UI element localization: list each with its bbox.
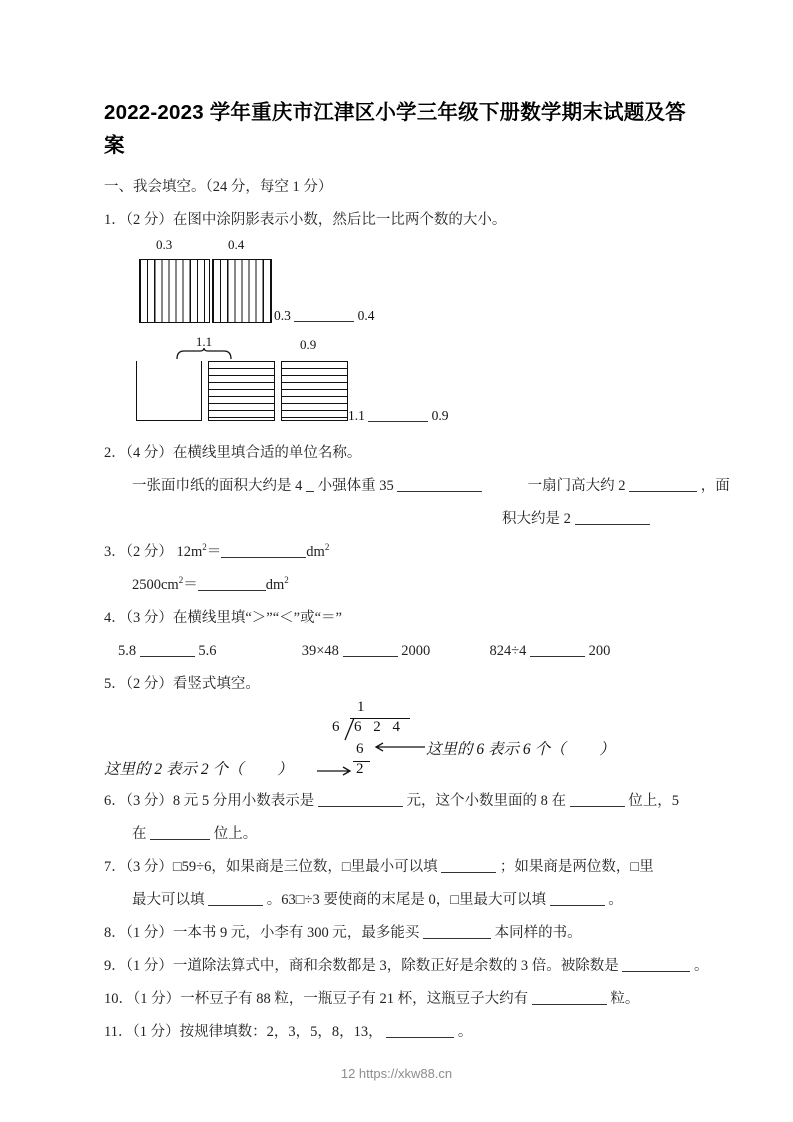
arrow-left-icon (374, 741, 426, 753)
q10-part-2: 粒。 (610, 991, 640, 1007)
arrow-right-icon (317, 765, 357, 777)
fig2-brace-label: 1.1 (195, 334, 213, 349)
q2-item-d: 积大约是 2 (502, 511, 571, 527)
fig2-compare-right: 0.9 (431, 408, 449, 423)
q4-blank-c[interactable] (530, 642, 585, 657)
brace-icon (176, 348, 232, 360)
question-11-row (104, 1018, 692, 1047)
division-note-right (426, 737, 615, 759)
figure-decimal-bars-tenths (104, 237, 692, 333)
fig2-label-right: 0.9 (300, 337, 317, 352)
division-dividend: 6 2 4 (354, 719, 404, 735)
question-3-row-1 (104, 538, 692, 567)
q7-part-4: 。63□÷3 要使商的末尾是 0，□里最大可以填 (266, 892, 546, 908)
q6-blank-1[interactable] (318, 792, 403, 807)
q3-line2-left: 2500cm (132, 577, 179, 593)
fig1-label-right: 0.4 (228, 237, 245, 252)
q2-item-c-tail: ，面 (700, 478, 730, 494)
q4-c-left: 824÷4 (489, 643, 527, 659)
q2-blank-a[interactable] (306, 477, 314, 492)
question-5-stem: 5．（2 分）看竖式填空。 (104, 676, 260, 692)
q4-c-right: 200 (588, 643, 611, 659)
q3-line1-unit: dm (306, 544, 325, 560)
q3-sup-3: 2 (178, 575, 184, 586)
q2-item-b: 小强体重 35 (317, 478, 394, 494)
q2-blank-b[interactable] (397, 477, 482, 492)
q2-blank-d[interactable] (575, 510, 650, 525)
q10-blank[interactable] (532, 990, 607, 1005)
division-note-right-text: 这里的 6 表示 6 个（ (426, 741, 566, 758)
q3-line2-unit: dm (265, 577, 285, 593)
q8-part-1: 8．（1 分）一本书 9 元，小李有 300 元，最多能买 (104, 925, 420, 941)
q4-b-left: 39×48 (301, 643, 339, 659)
q7-part-3: 最大可以填 (132, 892, 205, 908)
fig1-grid-box-left[interactable] (139, 259, 210, 323)
q7-blank-2[interactable] (208, 891, 263, 906)
question-6-row-1 (104, 787, 692, 816)
q2-item-c: 一扇门高大约 2 (527, 478, 626, 494)
figure-long-division (104, 699, 692, 783)
division-divisor: 6 (332, 719, 340, 735)
fig2-empty-box[interactable] (136, 361, 202, 421)
question-4-row (104, 637, 692, 666)
q3-sup-1: 2 (202, 542, 207, 553)
q6-blank-2[interactable] (570, 792, 625, 807)
question-10-row (104, 985, 692, 1014)
q3-line1-eq: ＝ (206, 544, 222, 560)
page-footer: 12 https://xkw88.cn (340, 1066, 453, 1081)
page-title: 2022-2023 学年重庆市江津区小学三年级下册数学期末试题及答案 (104, 101, 686, 157)
q7-blank-3[interactable] (550, 891, 605, 906)
fig2-brace (176, 335, 232, 360)
q3-stem-prefix: 3．（2 分） (104, 544, 173, 560)
q6-part-1: 6．（3 分）8 元 5 分用小数表示是 (104, 793, 315, 809)
q9-part-1: 9．（1 分）一道除法算式中，商和余数都是 3，除数正好是余数的 3 倍。被除数是 (104, 958, 619, 974)
fig2-striped-box-two[interactable] (281, 361, 348, 421)
q8-part-2: 本同样的书。 (494, 925, 582, 941)
fig2-striped-box-one[interactable] (208, 361, 275, 421)
section-heading: 一、我会填空。（24 分，每空 1 分） (104, 179, 333, 195)
q4-a-left: 5.8 (118, 643, 137, 659)
q3-line1-left: 12m (176, 544, 203, 560)
q9-blank[interactable] (622, 957, 690, 972)
q4-b-right: 2000 (401, 643, 431, 659)
figure-decimal-bars-ones (104, 335, 692, 435)
fig2-compare-blank[interactable] (368, 407, 428, 422)
division-remainder: 2 (356, 761, 364, 777)
q4-a-right: 5.6 (198, 643, 217, 659)
division-note-right-close: ） (599, 741, 615, 758)
division-note-left-close: ） (277, 761, 293, 778)
q3-line2-eq: ＝ (183, 577, 198, 593)
division-quotient: 1 (357, 699, 365, 715)
q2-blank-c[interactable] (629, 477, 697, 492)
fig1-grid-box-right[interactable] (212, 259, 272, 323)
fig1-label-left: 0.3 (156, 237, 173, 252)
q7-part-5: 。 (608, 892, 623, 908)
question-2-stem: 2．（4 分）在横线里填合适的单位名称。 (104, 445, 362, 461)
question-6-row-2 (104, 820, 692, 849)
question-9-row (104, 952, 709, 981)
q6-part-3: 位上，5 (628, 793, 679, 809)
q6-blank-3[interactable] (150, 825, 210, 840)
q6-part-5: 位上。 (213, 826, 258, 842)
question-1-stem: 1．（2 分）在图中涂阴影表示小数，然后比一比两个数的大小。 (104, 212, 507, 228)
q6-part-4: 在 (132, 826, 147, 842)
question-2-row-2 (104, 505, 692, 534)
fig1-comparison (274, 307, 375, 324)
division-partial-product: 6 (356, 741, 364, 757)
q11-blank[interactable] (386, 1023, 454, 1038)
fig1-compare-right: 0.4 (357, 308, 375, 323)
q3-blank-1[interactable] (221, 543, 306, 558)
q3-blank-2[interactable] (198, 576, 266, 591)
q10-part-1: 10．（1 分）一杯豆子有 88 粒，一瓶豆子有 21 杯，这瓶豆子大约有 (104, 991, 529, 1007)
document-content (104, 96, 730, 1047)
fig1-compare-blank[interactable] (294, 307, 354, 322)
q7-part-1: 7．（3 分）□59÷6，如果商是三位数，□里最小可以填 (104, 859, 438, 875)
q11-part-1: 11．（1 分）按规律填数：2，3，5，8，13， (104, 1024, 383, 1040)
question-8-row (104, 919, 692, 948)
question-3-row-2 (104, 571, 692, 600)
q3-sup-2: 2 (324, 542, 330, 553)
q9-part-2: 。 (694, 958, 709, 974)
fig1-compare-left: 0.3 (274, 308, 291, 323)
question-7-row-1 (104, 853, 692, 882)
fig2-compare-left: 1.1 (348, 408, 365, 423)
question-7-row-2 (104, 886, 692, 915)
q4-blank-b[interactable] (343, 642, 398, 657)
question-4-stem: 4．（3 分）在横线里填“＞”“＜”或“＝” (104, 610, 342, 626)
question-2-row-1 (104, 472, 730, 501)
q2-item-a: 一张面巾纸的面积大约是 4 (132, 478, 303, 494)
division-note-left-text: 这里的 2 表示 2 个（ (104, 761, 244, 778)
q11-part-2: 。 (457, 1024, 473, 1040)
q3-sup-4: 2 (284, 575, 289, 586)
fig2-comparison (348, 407, 449, 424)
q4-blank-a[interactable] (140, 642, 195, 657)
division-note-left (104, 757, 293, 779)
q7-part-2: ；如果商是两位数，□里 (499, 859, 654, 875)
q6-part-2: 元，这个小数里面的 8 在 (406, 793, 566, 809)
q8-blank[interactable] (423, 924, 491, 939)
q7-blank-1[interactable] (441, 858, 496, 873)
